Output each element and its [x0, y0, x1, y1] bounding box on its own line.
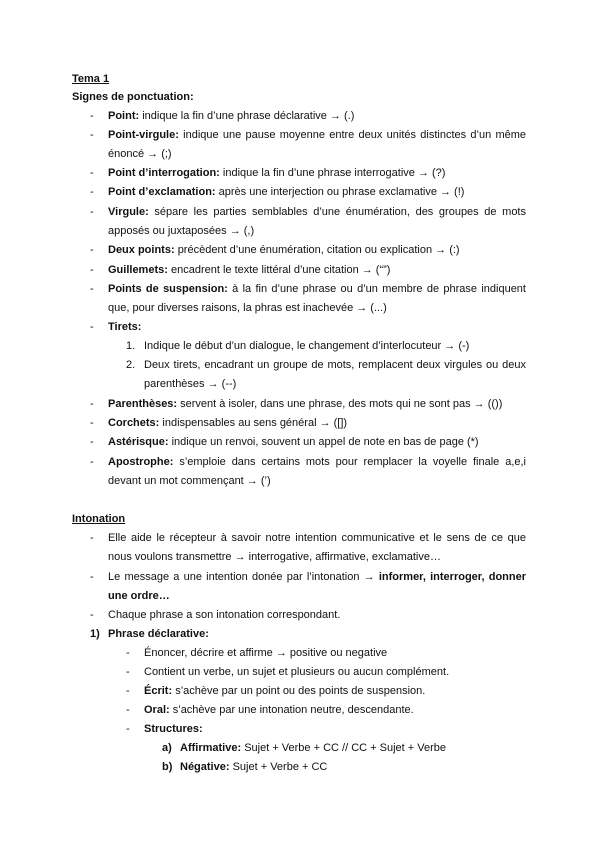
sub-item: Deux tirets, encadrant un groupe de mots, remplacent deux virgules ou deux: [144, 359, 526, 371]
definition: servent à isoler, dans une phrase, des mots qui ne sont pas → (()): [180, 398, 503, 410]
bullet-dash: -: [90, 398, 94, 410]
definition: s’achève par un point ou des points de suspension.: [175, 685, 426, 697]
paragraph-text: Le message a une intention donée par l’intonation →: [108, 571, 379, 583]
definition-continued: devant un mot commençant → (’): [108, 475, 271, 487]
paragraph-line: Elle aide le récepteur à savoir notre intention communicative et le sens de ce que: [108, 532, 526, 544]
sub-item: Indique le début d’un dialogue, le changement d’interlocuteur → (-): [144, 340, 470, 352]
sub-item: Énoncer, décrire et affirme → positive ou negative: [144, 647, 388, 659]
term: Astérisque:: [108, 436, 169, 448]
bullet-dash: -: [90, 206, 94, 218]
structure-item: [180, 760, 327, 774]
definition: Sujet + Verbe + CC // CC + Sujet + Verbe: [244, 742, 446, 754]
definition: précèdent d’une énumération, citation ou explication → (:): [177, 244, 460, 256]
list-number: 1.: [126, 340, 136, 352]
list-item: [108, 166, 445, 180]
paragraph-line: [108, 570, 526, 584]
definition: après une interjection ou phrase exclamative → (!): [218, 186, 465, 198]
definition: indique la fin d’une phrase déclarative → (.): [142, 110, 355, 122]
term: Point-virgule:: [108, 129, 179, 141]
list-item: [108, 397, 502, 411]
bullet-dash: -: [90, 456, 94, 468]
section-heading: Tema 1: [72, 73, 110, 85]
term: Deux points:: [108, 244, 175, 256]
definition: s’emploie dans certains mots pour remplacer la voyelle finale a,e,i: [179, 456, 526, 468]
list-item: [108, 205, 526, 219]
bullet-dash: -: [90, 283, 94, 295]
list-item: [108, 185, 464, 199]
sub-item: [144, 684, 425, 698]
list-letter: a): [162, 742, 172, 754]
bullet-dash: -: [126, 666, 130, 678]
definition: à la fin d’une phrase ou d’un membre de phrase indiquent: [232, 283, 526, 295]
section-heading: Intonation: [72, 513, 126, 525]
bullet-dash: -: [90, 186, 94, 198]
list-item: [108, 109, 354, 123]
definition-continued: apposés ou juxtaposées → (,): [108, 225, 255, 237]
bullet-dash: -: [90, 436, 94, 448]
list-item: [108, 263, 390, 277]
list-item: [108, 282, 526, 296]
paragraph-line: Chaque phrase a son intonation correspondant.: [108, 609, 341, 621]
bullet-dash: -: [90, 110, 94, 122]
paragraph-line: nous voulons transmettre → interrogative, affirmative, exclamative…: [108, 551, 441, 563]
bullet-dash: -: [90, 129, 94, 141]
bullet-dash: -: [126, 723, 130, 735]
definition: indique un renvoi, souvent un appel de note en bas de page (*): [171, 436, 479, 448]
bullet-dash: -: [90, 167, 94, 179]
list-item: [108, 128, 526, 142]
definition: indique une pause moyenne entre deux unités distinctes d’un même: [183, 129, 527, 141]
term: Apostrophe:: [108, 456, 174, 468]
list-item: [108, 243, 460, 257]
list-number: 2.: [126, 359, 136, 371]
definition: s’achève par une intonation neutre, descendante.: [172, 704, 414, 716]
term: Point:: [108, 110, 140, 122]
bullet-dash: -: [90, 609, 94, 621]
definition-continued: que, pour diverses raisons, la phras est inachevée → (...): [108, 302, 387, 314]
term: Point d’exclamation:: [108, 186, 216, 198]
bullet-dash: -: [90, 571, 94, 583]
bullet-dash: -: [126, 704, 130, 716]
definition: indispensables au sens général → ([]): [162, 417, 348, 429]
bullet-dash: -: [90, 321, 94, 333]
bullet-dash: -: [90, 417, 94, 429]
list-item: [108, 455, 526, 469]
term: Structures:: [144, 723, 203, 735]
definition: encadrent le texte littéral d’une citation → (“”): [170, 264, 391, 276]
definition: sépare les parties semblables d’une énumération, des groupes de mots: [154, 206, 526, 218]
emphasis: informer, interroger, donner: [378, 571, 526, 583]
term: Points de suspension:: [108, 283, 228, 295]
term: Parenthèses:: [108, 398, 178, 410]
subheading: Signes de ponctuation:: [72, 91, 194, 103]
bullet-dash: -: [90, 244, 94, 256]
bullet-dash: -: [90, 264, 94, 276]
bullet-dash: -: [126, 685, 130, 697]
term: Négative:: [180, 761, 230, 773]
list-item: [108, 435, 479, 449]
sub-item-continued: parenthèses → (--): [144, 378, 237, 390]
sub-item: Contient un verbe, un sujet et plusieurs ou aucun complément.: [144, 666, 450, 678]
term: Corchets:: [108, 417, 160, 429]
term: Affirmative:: [180, 742, 242, 754]
sub-item: [144, 703, 414, 717]
definition: Sujet + Verbe + CC: [232, 761, 328, 773]
term: Tirets:: [108, 321, 142, 333]
term: Virgule:: [108, 206, 149, 218]
definition: indique la fin d’une phrase interrogative → (?): [222, 167, 446, 179]
term: Écrit:: [144, 685, 173, 697]
bullet-dash: -: [90, 532, 94, 544]
term: Point d’interrogation:: [108, 167, 220, 179]
subheading: Phrase déclarative:: [108, 628, 209, 640]
definition-continued: énoncé → (;): [108, 148, 172, 160]
list-item: [108, 416, 347, 430]
term: Oral:: [144, 704, 170, 716]
structure-item: [180, 741, 446, 755]
list-number: 1): [90, 628, 100, 640]
term: Guillemets:: [108, 264, 168, 276]
list-letter: b): [162, 761, 173, 773]
emphasis-continued: une ordre…: [108, 590, 170, 602]
bullet-dash: -: [126, 647, 130, 659]
